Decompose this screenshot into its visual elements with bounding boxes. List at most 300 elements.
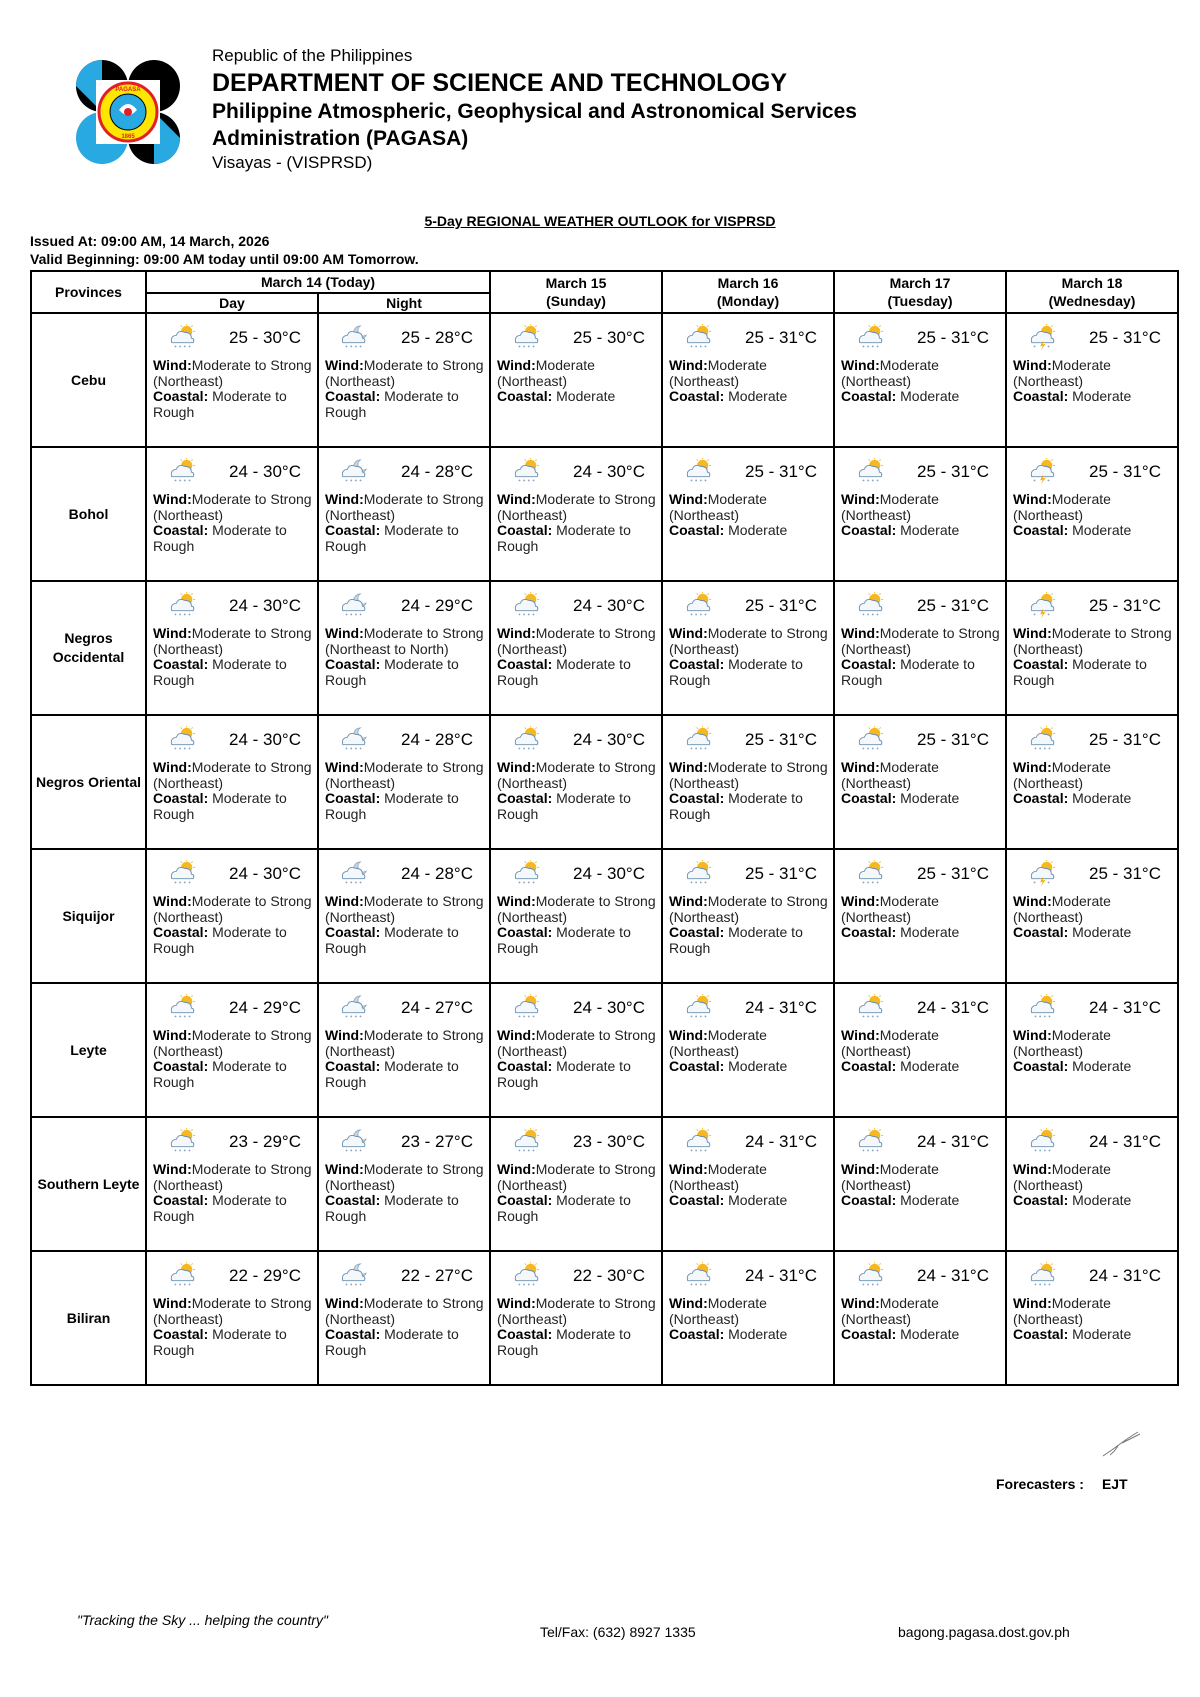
temperature-range: 24 - 30°C [573,596,646,615]
forecast-cell [318,581,490,715]
sun-cloud-rain-icon [165,1262,199,1290]
coastal-value: Moderate to Rough [153,1326,287,1358]
forecast-description [663,490,833,539]
wind-label: Wind: [841,1295,880,1311]
coastal-label: Coastal: [841,656,897,673]
today-header: March 14 (Today) [146,271,490,293]
forecast-description [835,1026,1005,1075]
province-name: Biliran [31,1251,146,1385]
wind-value: Moderate to Strong (Northeast) [325,1161,484,1193]
forecast-cell [662,715,834,849]
moon-cloud-rain-icon [337,592,371,620]
wind-label: Wind: [325,491,364,507]
forecast-description [147,758,317,822]
wind-value: Moderate (Northeast) [669,491,767,523]
coastal-value: Moderate [896,1326,960,1343]
forecast-description [491,758,661,822]
forecast-description [1007,624,1177,688]
wind-label: Wind: [153,1161,192,1177]
wind-label: Wind: [153,893,192,909]
moon-cloud-rain-icon [337,994,371,1022]
forecast-cell [146,1251,318,1385]
sun-cloud-rain-icon [509,994,543,1022]
wind-label: Wind: [841,491,880,507]
forecast-description [491,892,661,956]
coastal-value: Moderate [1068,388,1132,405]
forecast-cell [1006,581,1178,715]
temperature-range: 24 - 31°C [917,1132,990,1151]
wind-label: Wind: [325,1027,364,1043]
sun-cloud-rain-icon [165,1128,199,1156]
forecast-description [147,1160,317,1224]
forecast-description [1007,356,1177,405]
wind-value: Moderate to Strong (Northeast) [841,625,1000,657]
forecast-cell [834,849,1006,983]
sun-cloud-rain-icon [853,324,887,352]
province-name: Leyte [31,983,146,1117]
coastal-value: Moderate [724,1058,788,1075]
sun-cloud-rain-icon [1025,726,1059,754]
sun-cloud-rain-icon [853,860,887,888]
wind-label: Wind: [841,1161,880,1177]
province-row [31,715,1178,849]
coastal-label: Coastal: [325,656,381,673]
coastal-value: Moderate to Rough [153,388,287,420]
wind-label: Wind: [1013,357,1052,373]
coastal-label: Coastal: [153,388,209,405]
coastal-label: Coastal: [669,1326,725,1343]
coastal-value: Moderate [896,790,960,807]
forecast-description [147,1294,317,1358]
wind-label: Wind: [1013,759,1052,775]
forecast-cell [834,1251,1006,1385]
temperature-range: 23 - 30°C [573,1132,646,1151]
coastal-label: Coastal: [497,790,553,807]
moon-cloud-rain-icon [337,458,371,486]
forecast-description [1007,1026,1177,1075]
forecast-description [835,624,1005,688]
coastal-label: Coastal: [841,1326,897,1343]
coastal-label: Coastal: [1013,522,1069,539]
temperature-range: 24 - 30°C [228,596,301,615]
coastal-value: Moderate [896,1058,960,1075]
website-link[interactable]: bagong.pagasa.dost.gov.ph [898,1624,1070,1640]
sun-cloud-rain-icon [681,458,715,486]
coastal-value: Moderate to Rough [497,924,631,956]
moon-cloud-rain-icon [337,1128,371,1156]
coastal-label: Coastal: [153,522,209,539]
wind-label: Wind: [497,1161,536,1177]
coastal-label: Coastal: [1013,1058,1069,1075]
sun-cloud-storm-icon [1025,860,1059,888]
date-header: March 17 (Tuesday) [834,271,1006,313]
wind-value: Moderate to Strong (Northeast) [153,1161,312,1193]
sun-cloud-rain-icon [681,726,715,754]
coastal-value: Moderate to Rough [325,388,459,420]
forecast-cell [318,715,490,849]
date-header: March 16 (Monday) [662,271,834,313]
wind-label: Wind: [669,893,708,909]
sun-cloud-rain-icon [509,860,543,888]
province-row [31,983,1178,1117]
sun-cloud-rain-icon [509,1262,543,1290]
forecast-cell [834,1117,1006,1251]
forecast-cell [318,1251,490,1385]
sun-cloud-rain-icon [681,1128,715,1156]
forecast-cell [490,849,662,983]
coastal-value: Moderate to Rough [325,924,459,956]
temperature-range: 24 - 30°C [573,730,646,749]
coastal-label: Coastal: [325,924,381,941]
sun-cloud-rain-icon [853,458,887,486]
wind-label: Wind: [669,1161,708,1177]
coastal-value: Moderate to Rough [669,656,803,688]
wind-label: Wind: [497,1295,536,1311]
temperature-range: 24 - 31°C [917,998,990,1017]
coastal-label: Coastal: [497,924,553,941]
wind-label: Wind: [669,759,708,775]
forecast-description [319,1026,489,1090]
temperature-range: 25 - 28°C [401,328,474,347]
coastal-label: Coastal: [325,1192,381,1209]
sun-cloud-rain-icon [509,1128,543,1156]
forecast-description [1007,758,1177,807]
forecast-cell [834,313,1006,447]
sun-cloud-rain-icon [681,1262,715,1290]
forecast-description [835,758,1005,807]
forecast-cell [662,1117,834,1251]
sun-cloud-rain-icon [165,860,199,888]
provinces-header: Provinces [31,271,146,313]
forecast-cell [490,1117,662,1251]
coastal-label: Coastal: [669,790,725,807]
forecast-description [1007,892,1177,941]
sun-cloud-rain-icon [509,458,543,486]
wind-value: Moderate (Northeast) [1013,893,1111,925]
sun-cloud-storm-icon [1025,324,1059,352]
sun-cloud-rain-icon [853,1128,887,1156]
forecast-description [1007,1294,1177,1343]
forecast-description [663,356,833,405]
issued-at: Issued At: 09:00 AM, 14 March, 2026 [30,233,270,249]
coastal-label: Coastal: [1013,388,1069,405]
forecast-description [319,624,489,688]
sun-cloud-storm-icon [1025,458,1059,486]
issue-info [30,232,419,268]
coastal-value: Moderate to Rough [325,1192,459,1224]
wind-value: Moderate to Strong (Northeast) [325,1027,484,1059]
temperature-range: 24 - 29°C [401,596,474,615]
coastal-value: Moderate to Rough [497,522,631,554]
wind-label: Wind: [1013,491,1052,507]
coastal-label: Coastal: [669,388,725,405]
forecasters-label: Forecasters : [996,1476,1084,1492]
forecast-cell [662,983,834,1117]
coastal-label: Coastal: [669,924,725,941]
temperature-range: 24 - 30°C [573,998,646,1017]
coastal-label: Coastal: [841,924,897,941]
wind-value: Moderate (Northeast) [841,893,939,925]
coastal-label: Coastal: [1013,656,1069,673]
forecast-description [491,1026,661,1090]
forecast-cell [662,581,834,715]
forecast-cell [490,447,662,581]
forecast-cell [318,1117,490,1251]
wind-value: Moderate (Northeast) [841,1161,939,1193]
coastal-label: Coastal: [325,1058,381,1075]
wind-value: Moderate (Northeast) [841,1295,939,1327]
wind-label: Wind: [841,1027,880,1043]
coastal-value: Moderate [1068,522,1132,539]
coastal-value: Moderate to Rough [325,1326,459,1358]
wind-label: Wind: [153,1295,192,1311]
forecast-description [491,624,661,688]
forecast-cell [1006,849,1178,983]
forecast-cell [146,313,318,447]
coastal-label: Coastal: [153,924,209,941]
temperature-range: 25 - 31°C [917,462,990,481]
forecast-description [1007,490,1177,539]
wind-label: Wind: [153,357,192,373]
wind-value: Moderate (Northeast) [669,357,767,389]
coastal-label: Coastal: [1013,924,1069,941]
moon-cloud-rain-icon [337,324,371,352]
coastal-value: Moderate to Rough [153,924,287,956]
forecast-cell [1006,715,1178,849]
forecast-cell [490,1251,662,1385]
coastal-value: Moderate to Rough [153,1058,287,1090]
wind-value: Moderate to Strong (Northeast) [497,1295,656,1327]
province-row [31,1251,1178,1385]
wind-value: Moderate (Northeast) [1013,491,1111,523]
sun-cloud-storm-icon [1025,592,1059,620]
wind-label: Wind: [153,491,192,507]
wind-value: Moderate to Strong (Northeast) [497,759,656,791]
wind-label: Wind: [841,357,880,373]
forecast-description [319,1160,489,1224]
coastal-label: Coastal: [325,1326,381,1343]
sun-cloud-rain-icon [681,592,715,620]
coastal-value: Moderate to Rough [325,790,459,822]
forecast-description [491,356,661,405]
sun-cloud-rain-icon [165,324,199,352]
republic-line: Republic of the Philippines [212,46,413,65]
wind-value: Moderate (Northeast) [497,357,595,389]
coastal-label: Coastal: [153,790,209,807]
coastal-label: Coastal: [841,388,897,405]
forecast-description [147,490,317,554]
forecast-cell [318,313,490,447]
wind-label: Wind: [841,893,880,909]
province-row [31,1117,1178,1251]
province-row [31,581,1178,715]
temperature-range: 25 - 31°C [1089,328,1162,347]
forecast-description [319,356,489,420]
wind-label: Wind: [1013,1295,1052,1311]
wind-label: Wind: [1013,1161,1052,1177]
coastal-value: Moderate [1068,1192,1132,1209]
forecast-cell [834,983,1006,1117]
forecast-description [1007,1160,1177,1209]
wind-label: Wind: [153,759,192,775]
temperature-range: 25 - 31°C [745,328,818,347]
coastal-label: Coastal: [1013,790,1069,807]
province-name: Negros Occidental [31,581,146,715]
wind-value: Moderate to Strong (Northeast) [497,1027,656,1059]
forecasters-value: EJT [1101,1476,1128,1492]
province-name: Southern Leyte [31,1117,146,1251]
coastal-label: Coastal: [841,522,897,539]
temperature-range: 22 - 27°C [401,1266,474,1285]
wind-value: Moderate to Strong (Northeast) [325,1295,484,1327]
forecast-cell [146,849,318,983]
temperature-range: 24 - 31°C [745,998,818,1017]
coastal-value: Moderate [724,1192,788,1209]
wind-value: Moderate to Strong (Northeast to North) [325,625,484,657]
coastal-value: Moderate [724,1326,788,1343]
temperature-range: 24 - 28°C [401,462,474,481]
province-name: Negros Oriental [31,715,146,849]
wind-value: Moderate (Northeast) [841,491,939,523]
forecast-cell [146,447,318,581]
sun-cloud-rain-icon [509,324,543,352]
valid-beginning: Valid Beginning: 09:00 AM today until 09:00 AM Tomorrow. [30,251,419,267]
wind-label: Wind: [1013,625,1052,641]
sun-cloud-rain-icon [1025,1262,1059,1290]
forecast-cell [1006,1251,1178,1385]
coastal-value: Moderate to Rough [497,656,631,688]
coastal-value: Moderate to Rough [153,656,287,688]
forecast-cell [834,581,1006,715]
forecast-cell [146,581,318,715]
coastal-value: Moderate [896,924,960,941]
temperature-range: 25 - 31°C [1089,596,1162,615]
sun-cloud-rain-icon [681,324,715,352]
wind-value: Moderate to Strong (Northeast) [497,1161,656,1193]
province-name: Siquijor [31,849,146,983]
coastal-label: Coastal: [669,522,725,539]
wind-value: Moderate to Strong (Northeast) [153,759,312,791]
wind-label: Wind: [669,1295,708,1311]
forecast-cell [662,849,834,983]
temperature-range: 23 - 27°C [401,1132,474,1151]
coastal-label: Coastal: [1013,1326,1069,1343]
wind-label: Wind: [153,625,192,641]
sun-cloud-rain-icon [165,592,199,620]
wind-label: Wind: [497,357,536,373]
province-row [31,849,1178,983]
sun-cloud-rain-icon [853,1262,887,1290]
temperature-range: 25 - 31°C [1089,864,1162,883]
temperature-range: 25 - 30°C [573,328,646,347]
temperature-range: 24 - 31°C [745,1132,818,1151]
coastal-label: Coastal: [497,388,553,405]
forecast-cell [318,447,490,581]
forecast-description [835,356,1005,405]
coastal-label: Coastal: [669,656,725,673]
sun-cloud-rain-icon [853,726,887,754]
coastal-label: Coastal: [153,1326,209,1343]
wind-value: Moderate to Strong (Northeast) [153,491,312,523]
wind-value: Moderate (Northeast) [1013,1027,1111,1059]
coastal-value: Moderate to Rough [497,1058,631,1090]
coastal-label: Coastal: [325,522,381,539]
forecast-cell [146,983,318,1117]
sun-cloud-rain-icon [509,726,543,754]
coastal-value: Moderate [896,388,960,405]
document-title: 5-Day REGIONAL WEATHER OUTLOOK for VISPRSD [424,213,776,229]
coastal-label: Coastal: [669,1192,725,1209]
province-name: Cebu [31,313,146,447]
coastal-value: Moderate [1068,924,1132,941]
coastal-value: Moderate to Rough [153,522,287,554]
forecast-description [663,624,833,688]
temperature-range: 24 - 30°C [228,462,301,481]
coastal-label: Coastal: [497,522,553,539]
forecast-cell [146,715,318,849]
province-row [31,313,1178,447]
motto: "Tracking the Sky ... helping the country" [77,1612,328,1628]
forecast-cell [662,1251,834,1385]
sun-cloud-rain-icon [853,592,887,620]
wind-label: Wind: [325,759,364,775]
forecast-cell [1006,1117,1178,1251]
wind-value: Moderate (Northeast) [841,357,939,389]
moon-cloud-rain-icon [337,860,371,888]
temperature-range: 24 - 31°C [1089,1132,1162,1151]
wind-value: Moderate to Strong (Northeast) [325,893,484,925]
wind-value: Moderate to Strong (Northeast) [153,1027,312,1059]
temperature-range: 25 - 30°C [228,328,301,347]
wind-label: Wind: [325,893,364,909]
temperature-range: 24 - 29°C [228,998,301,1017]
temperature-range: 25 - 31°C [745,730,818,749]
forecast-cell [490,581,662,715]
forecast-description [491,1160,661,1224]
temperature-range: 25 - 31°C [745,864,818,883]
forecast-cell [834,447,1006,581]
coastal-value: Moderate to Rough [669,924,803,956]
logo-year: 1865 [121,134,135,140]
coastal-label: Coastal: [841,790,897,807]
sun-cloud-rain-icon [1025,1128,1059,1156]
wind-label: Wind: [325,1295,364,1311]
coastal-label: Coastal: [497,1192,553,1209]
moon-cloud-rain-icon [337,1262,371,1290]
temperature-range: 25 - 31°C [745,596,818,615]
office-name: Visayas - (VISPRSD) [212,153,373,172]
temperature-range: 23 - 29°C [228,1132,301,1151]
temperature-range: 25 - 31°C [917,864,990,883]
agency-name-line2: Administration (PAGASA) [212,127,469,150]
coastal-value: Moderate to Rough [497,1326,631,1358]
coastal-label: Coastal: [841,1192,897,1209]
wind-value: Moderate (Northeast) [669,1027,767,1059]
department-name: DEPARTMENT OF SCIENCE AND TECHNOLOGY [212,69,788,97]
forecast-description [835,892,1005,941]
wind-label: Wind: [669,357,708,373]
wind-value: Moderate to Strong (Northeast) [153,1295,312,1327]
temperature-range: 25 - 31°C [1089,462,1162,481]
coastal-value: Moderate to Rough [497,790,631,822]
forecast-cell [490,715,662,849]
forecast-cell [662,447,834,581]
temperature-range: 24 - 27°C [401,998,474,1017]
coastal-value: Moderate [1068,1058,1132,1075]
coastal-value: Moderate [896,522,960,539]
coastal-value: Moderate [724,522,788,539]
forecast-description [319,1294,489,1358]
